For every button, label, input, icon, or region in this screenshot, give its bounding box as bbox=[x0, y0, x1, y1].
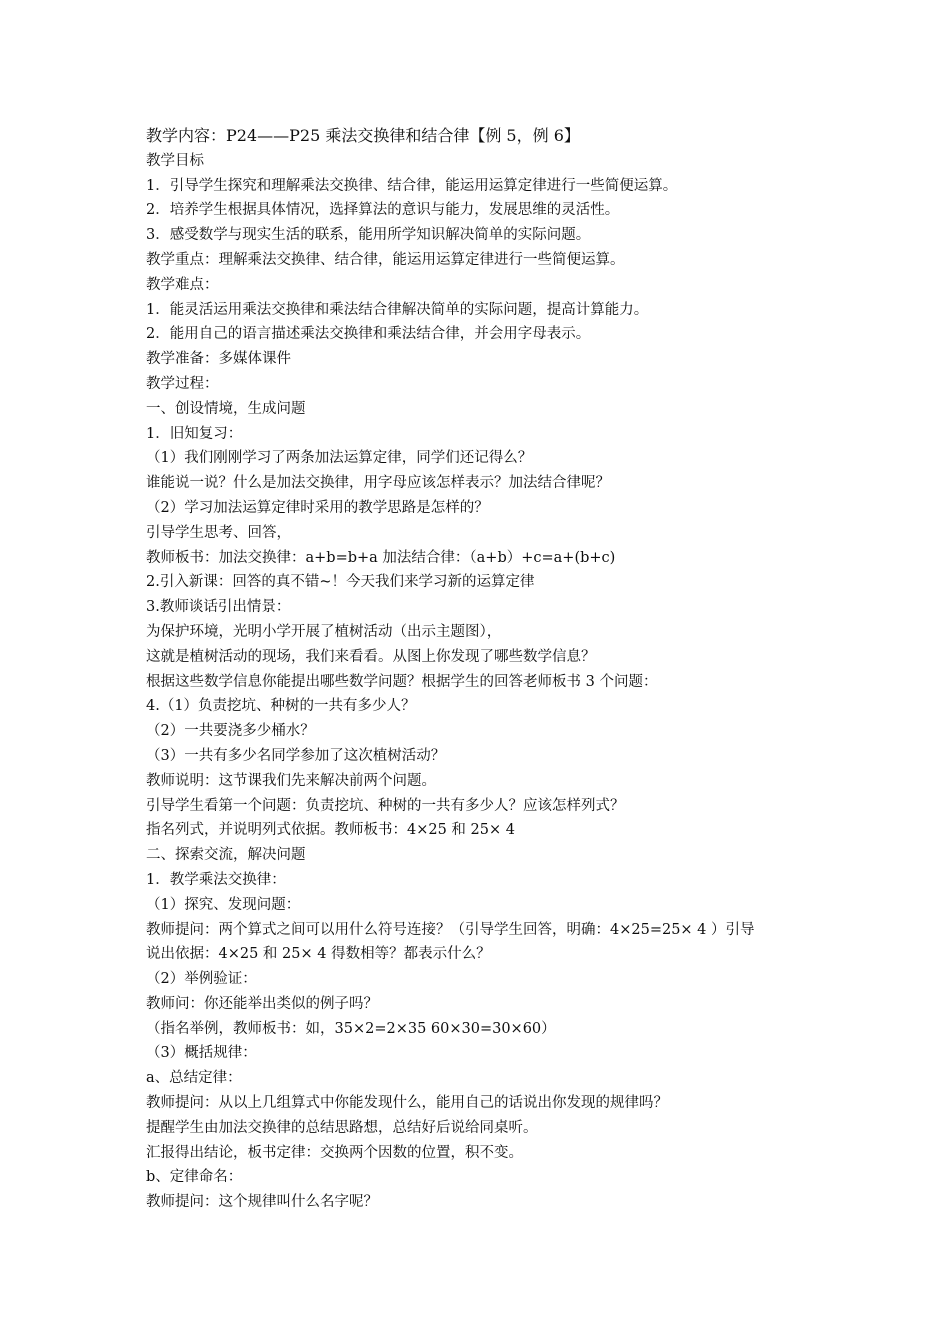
problem-3: （3）一共有多少名同学参加了这次植树活动？ bbox=[146, 747, 446, 764]
objective-3: 3．感受数学与现实生活的联系，能用所学知识解决简单的实际问题。 bbox=[146, 227, 591, 244]
review-question-1: （1）我们刚刚学习了两条加法运算定律，同学们还记得么？ bbox=[146, 450, 533, 467]
first-problem-guide: 引导学生看第一个问题：负责挖坑、种树的一共有多少人？应该怎样列式？ bbox=[146, 797, 625, 814]
process-heading: 教学过程： bbox=[146, 375, 219, 392]
difficulty-2: 2．能用自己的语言描述乘法交换律和乘法结合律，并会用字母表示。 bbox=[146, 326, 591, 343]
board-addition-laws: 教师板书：加法交换律：a+b=b+a 加法结合律：（a+b）+c=a+(b+c) bbox=[146, 549, 616, 566]
review-heading: 1．旧知复习： bbox=[146, 425, 243, 442]
summarize-heading: （3）概括规律： bbox=[146, 1045, 257, 1062]
section-1-heading: 一、创设情境，生成问题 bbox=[146, 400, 306, 417]
summarize-law-a: a、总结定律： bbox=[146, 1070, 242, 1087]
scenario-line-1: 为保护环境，光明小学开展了植树活动（出示主题图）， bbox=[146, 623, 502, 640]
verify-heading: （2）举例验证： bbox=[146, 971, 257, 988]
problem-1: 4.（1）负责挖坑、种树的一共有多少人？ bbox=[146, 698, 416, 715]
teacher-question-name: 教师提问：这个规律叫什么名字呢？ bbox=[146, 1194, 378, 1211]
difficulty-1: 1．能灵活运用乘法交换律和乘法结合律解决简单的实际问题，提高计算能力。 bbox=[146, 301, 649, 318]
difficulties-heading: 教学难点： bbox=[146, 276, 219, 293]
basis-question: 说出依据：4×25 和 25× 4 得数相等？都表示什么？ bbox=[146, 946, 491, 963]
teacher-ask-examples: 教师问：你还能举出类似的例子吗？ bbox=[146, 995, 378, 1012]
teacher-talk-heading: 3.教师谈话引出情景： bbox=[146, 599, 291, 616]
objectives-heading: 教学目标 bbox=[146, 152, 204, 169]
section-2-heading: 二、探索交流，解决问题 bbox=[146, 847, 306, 864]
scenario-line-2: 这就是植树活动的现场，我们来看看。从图上你发现了哪些数学信息？ bbox=[146, 648, 596, 665]
preparation: 教学准备：多媒体课件 bbox=[146, 351, 291, 368]
commutative-heading: 1．教学乘法交换律： bbox=[146, 871, 286, 888]
teacher-question-discover: 教师提问：从以上几组算式中你能发现什么，能用自己的话说出你发现的规律吗？ bbox=[146, 1095, 668, 1112]
intro-new-lesson: 2.引入新课：回答的真不错~！今天我们来学习新的运算定律 bbox=[146, 574, 535, 591]
objective-1: 1．引导学生探究和理解乘法交换律、结合律，能运用运算定律进行一些简便运算。 bbox=[146, 177, 678, 194]
key-points: 教学重点：理解乘法交换律、结合律，能运用运算定律进行一些简便运算。 bbox=[146, 251, 625, 268]
remind-students: 提醒学生由加法交换律的总结思路想，总结好后说给同桌听。 bbox=[146, 1119, 538, 1136]
problem-2: （2）一共要浇多少桶水？ bbox=[146, 723, 315, 740]
conclusion-board: 汇报得出结论，板书定律：交换两个因数的位置，积不变。 bbox=[146, 1144, 523, 1161]
formula-listing: 指名列式，并说明列式依据。教师板书：4×25 和 25× 4 bbox=[146, 822, 515, 839]
guide-answer: 引导学生思考、回答， bbox=[146, 524, 291, 541]
teacher-question-symbol: 教师提问：两个算式之间可以用什么符号连接？（引导学生回答，明确：4×25=25× 4 ）引导 bbox=[146, 921, 755, 938]
review-question-1b: 谁能说一说？什么是加法交换律，用字母应该怎样表示？加法结合律呢？ bbox=[146, 475, 610, 492]
explore-heading: （1）探究、发现问题： bbox=[146, 896, 301, 913]
lesson-plan-text bbox=[146, 124, 826, 1215]
teacher-explanation: 教师说明：这节课我们先来解决前两个问题。 bbox=[146, 772, 436, 789]
lesson-title-line: 教学内容：P24——P25 乘法交换律和结合律【例 5，例 6】 bbox=[146, 126, 580, 145]
review-question-2: （2）学习加法运算定律时采用的教学思路是怎样的？ bbox=[146, 499, 489, 516]
law-naming-b: b、定律命名： bbox=[146, 1169, 243, 1186]
scenario-line-3: 根据这些数学信息你能提出哪些数学问题？根据学生的回答老师板书 3 个问题： bbox=[146, 673, 658, 690]
objective-2: 2．培养学生根据具体情况，选择算法的意识与能力，发展思维的灵活性。 bbox=[146, 202, 620, 219]
example-board: （指名举例，教师板书：如，35×2=2×35 60×30=30×60） bbox=[146, 1020, 556, 1037]
